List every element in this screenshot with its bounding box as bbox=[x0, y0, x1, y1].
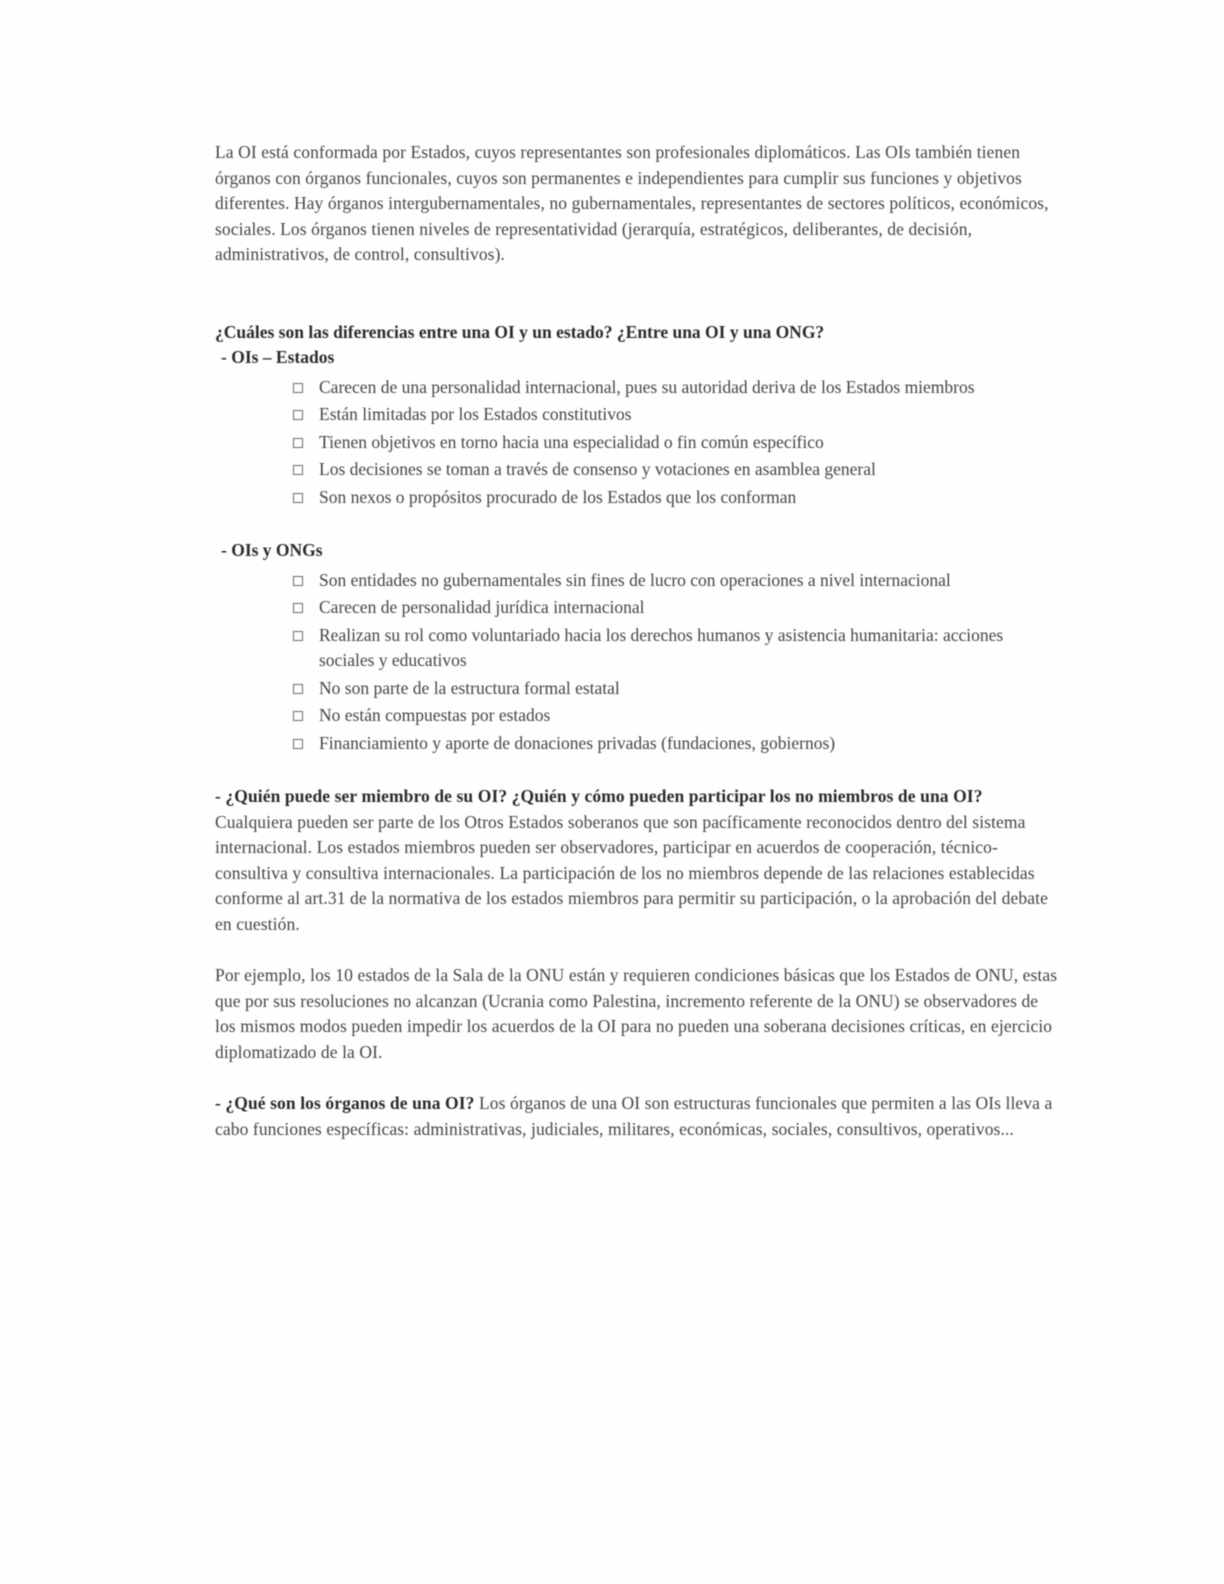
question-2-paragraph bbox=[215, 784, 1060, 937]
bullet-group-1 bbox=[215, 345, 1060, 510]
bullet-group-2-label: - OIs y ONGs bbox=[221, 540, 323, 560]
example-paragraph-block bbox=[215, 963, 1060, 1065]
question-3-paragraph bbox=[215, 1091, 1060, 1142]
question-2-heading: - ¿Quién puede ser miembro de su OI? ¿Quién y cómo pueden participar los no miembros de una OI? bbox=[215, 786, 983, 806]
bullet-group-2 bbox=[215, 538, 1060, 756]
intro-paragraph-block bbox=[215, 140, 1060, 268]
question-3-body: Los órganos de una OI son estructuras funcionales que permiten a las OIs lleva a cabo funciones específicas: administrativas, judiciales, militares, económicas, sociales, consultivos, operativos... bbox=[215, 1093, 1053, 1139]
list-item: Son entidades no gubernamentales sin fines de lucro con operaciones a nivel internacional bbox=[293, 568, 1060, 594]
bullet-list-1 bbox=[215, 375, 1060, 511]
question-2-body: Cualquiera pueden ser parte de los Otros Estados soberanos que son pacíficamente reconocidos dentro del sistema internacional. Los estados miembros pueden ser observadores, participar en acuerdos de cooperación, técnico-consultiva y consultiva internacionales. La participación de los no miembros depende de las relaciones establecidas conforme al art.31 de la normativa de los estados miembros para permitir su participación, o la aprobación del debate en cuestión. bbox=[215, 811, 1048, 934]
list-item: Financiamiento y aporte de donaciones privadas (fundaciones, gobiernos) bbox=[293, 731, 1060, 757]
document-content bbox=[215, 140, 1060, 1168]
question-1-block bbox=[215, 320, 1060, 346]
question-3-heading: - ¿Qué son los órganos de una OI? bbox=[215, 1093, 475, 1113]
list-item: Son nexos o propósitos procurado de los Estados que los conforman bbox=[293, 485, 1060, 511]
question-2-block bbox=[215, 784, 1060, 937]
question-3-block bbox=[215, 1091, 1060, 1142]
intro-paragraph: La OI está conformada por Estados, cuyos representantes son profesionales diplomáticos. Las OIs también tienen órganos con órganos funcionales, cuyos son permanentes e independientes para cumplir sus funciones y objetivos diferentes. Hay órganos intergubernamentales, no gubernamentales, representantes de sectores políticos, económicos, sociales. Los órganos tienen niveles de representatividad (jerarquía, estratégicos, deliberantes, de decisión, administrativos, de control, consultivos). bbox=[215, 142, 1049, 264]
list-item: Tienen objetivos en torno hacia una especialidad o fin común específico bbox=[293, 430, 1060, 456]
list-item: Realizan su rol como voluntariado hacia los derechos humanos y asistencia humanitaria: acciones sociales y educativos bbox=[293, 623, 1060, 674]
list-item: Están limitadas por los Estados constitutivos bbox=[293, 402, 1060, 428]
bullet-group-1-label: - OIs – Estados bbox=[221, 347, 335, 367]
list-item: No están compuestas por estados bbox=[293, 703, 1060, 729]
list-item: No son parte de la estructura formal estatal bbox=[293, 676, 1060, 702]
list-item: Los decisiones se toman a través de consenso y votaciones en asamblea general bbox=[293, 457, 1060, 483]
list-item: Carecen de una personalidad internacional, pues su autoridad deriva de los Estados miembros bbox=[293, 375, 1060, 401]
bullet-list-2 bbox=[215, 568, 1060, 757]
list-item: Carecen de personalidad jurídica internacional bbox=[293, 595, 1060, 621]
question-1-heading: ¿Cuáles son las diferencias entre una OI y un estado? ¿Entre una OI y una ONG? bbox=[215, 321, 825, 342]
example-paragraph: Por ejemplo, los 10 estados de la Sala de la ONU están y requieren condiciones básicas que los Estados de ONU, estas que por sus resoluciones no alcanzan (Ucrania como Palestina, incremento referente de la ONU) se observadores de los mismos modos pueden impedir los acuerdos de la OI para no pueden una soberana decisiones críticas, en ejercicio diplomatizado de la OI. bbox=[215, 965, 1058, 1062]
